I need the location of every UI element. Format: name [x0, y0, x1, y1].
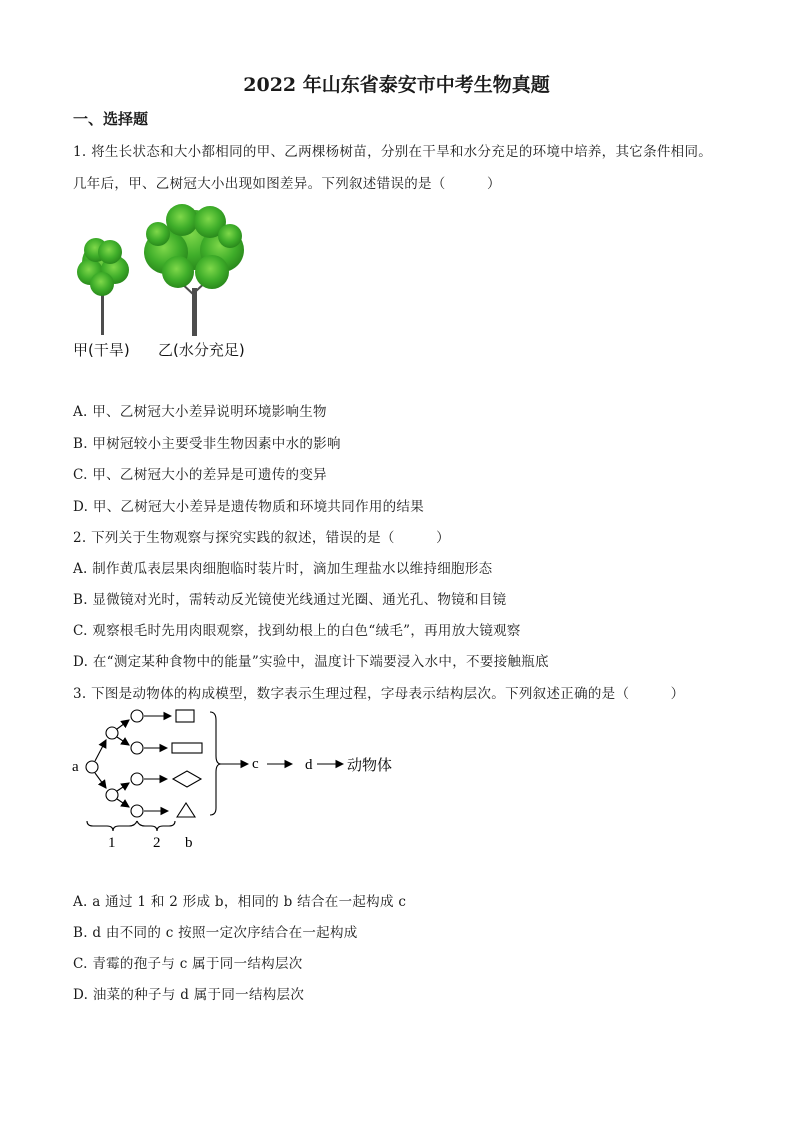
animal-structure-diagram [65, 700, 405, 860]
node-a-label: a [72, 759, 79, 775]
tree-illustration-icon [70, 200, 260, 340]
question-1-stem-line1: 1. 将生长状态和大小都相同的甲、乙两棵杨树苗，分别在干旱和水分充足的环境中培养，其它条件相同。 [73, 144, 713, 160]
question-1-option-a[interactable]: A. 甲、乙树冠大小差异说明环境影响生物 [73, 404, 327, 420]
page-title: 2022 年山东省泰安市中考生物真题 [243, 74, 550, 96]
question-2-option-b[interactable]: B. 显微镜对光时，需转动反光镜使光线通过光圈、通光孔、物镜和目镜 [73, 592, 507, 608]
question-1-option-c[interactable]: C. 甲、乙树冠大小的差异是可遗传的变异 [73, 467, 327, 483]
question-1-option-b[interactable]: B. 甲树冠较小主要受非生物因素中水的影响 [73, 436, 341, 452]
question-3-option-d[interactable]: D. 油菜的种子与 d 属于同一结构层次 [73, 987, 305, 1003]
tree-label-yi: 乙(水分充足) [158, 341, 245, 359]
question-2-stem: 2. 下列关于生物观察与探究实践的叙述，错误的是（ ） [73, 530, 450, 546]
process-1-label: 1 [108, 835, 116, 851]
question-1-option-d[interactable]: D. 甲、乙树冠大小差异是遗传物质和环境共同作用的结果 [73, 499, 425, 515]
question-3-option-a[interactable]: A. a 通过 1 和 2 形成 b，相同的 b 结合在一起构成 c [73, 894, 407, 910]
node-b-label: b [185, 835, 193, 851]
question-2-option-c[interactable]: C. 观察根毛时先用肉眼观察，找到幼根上的白色“绒毛”，再用放大镜观察 [73, 623, 521, 639]
question-2-option-d[interactable]: D. 在“测定某种食物中的能量”实验中，温度计下端要浸入水中，不要接触瓶底 [73, 654, 549, 670]
tree-figure [70, 200, 260, 340]
question-3-option-b[interactable]: B. d 由不同的 c 按照一定次序结合在一起构成 [73, 925, 358, 941]
question-3-stem: 3. 下图是动物体的构成模型，数字表示生理过程，字母表示结构层次。下列叙述正确的是（ ） [73, 686, 685, 702]
structure-model-diagram [65, 700, 405, 860]
node-d-label: d [305, 757, 313, 773]
node-c-label: c [252, 756, 259, 772]
question-1-stem-line2: 几年后，甲、乙树冠大小出现如图差异。下列叙述错误的是（ ） [73, 176, 501, 192]
process-2-label: 2 [153, 835, 161, 851]
tree-label-jia: 甲(干旱) [73, 341, 130, 359]
section-heading: 一、选择题 [73, 110, 149, 128]
question-3-option-c[interactable]: C. 青霉的孢子与 c 属于同一结构层次 [73, 956, 303, 972]
question-2-option-a[interactable]: A. 制作黄瓜表层果肉细胞临时装片时，滴加生理盐水以维持细胞形态 [73, 561, 493, 577]
animal-body-label: 动物体 [347, 756, 393, 774]
